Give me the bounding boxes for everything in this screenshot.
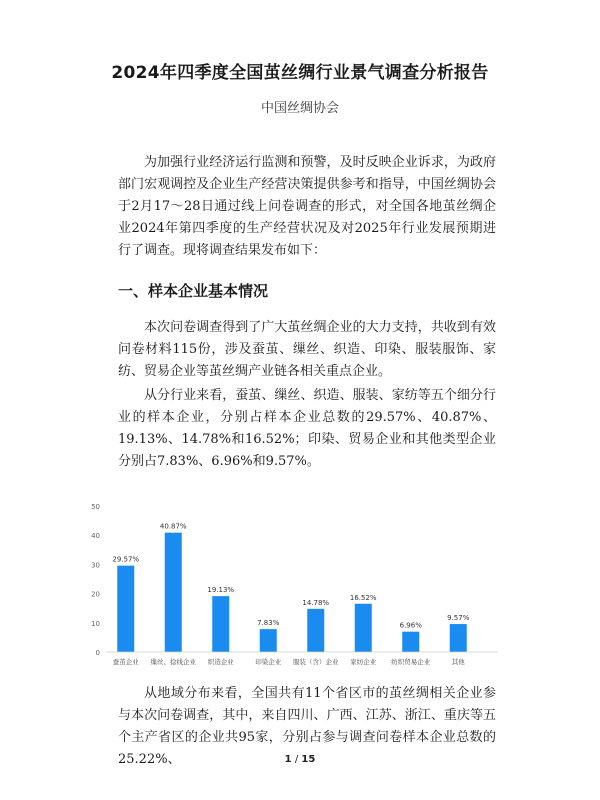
intro-paragraph: 为加强行业经济运行监测和预警，及时反映企业诉求，为政府部门宏观调控及企业生产经营决策提供参考和指导，中国丝绸协会于2月17～28日通过线上问卷调查的形式，对全国各地茧丝绸企业2024年第四季度的生产经营状况及对2025年行业发展预期进行了调查。现将调查结果发布如下： (118, 155, 496, 258)
bar-data-label: 16.52% (349, 593, 377, 602)
y-tick-label: 0 (95, 649, 100, 657)
x-tick-label: 家纺企业 (350, 658, 377, 666)
x-tick-label: 印染企业 (255, 658, 282, 666)
bar-data-label: 14.78% (302, 598, 330, 607)
document-organization: 中国丝绸协会 (260, 101, 339, 116)
bar-data-label: 40.87% (159, 522, 187, 531)
bar-data-label: 7.83% (257, 619, 280, 628)
current-page-number: 1 (284, 754, 292, 765)
section-paragraph-3: 从地域分布来看，全国共有11个省区市的茧丝绸相关企业参与本次问卷调查，其中，来自四川、广西、江苏、浙江、重庆等五个主产省区的企业共95家，分别占参与调查问卷样本企业总数的25.22%、 (118, 686, 496, 767)
bar (355, 604, 372, 652)
bar (212, 596, 229, 652)
bar-data-label: 9.57% (447, 614, 470, 623)
y-tick-label: 30 (91, 561, 100, 570)
y-tick-label: 10 (91, 619, 100, 628)
bar-data-label: 19.13% (207, 586, 235, 595)
bar (307, 609, 324, 652)
x-tick-label: 织造企业 (207, 658, 234, 666)
x-tick-label: 其他 (451, 658, 465, 666)
bar-data-label: 6.96% (399, 621, 422, 630)
y-tick-label: 20 (91, 590, 100, 599)
bar (402, 632, 419, 652)
bar-data-label: 29.57% (112, 555, 140, 564)
bar (260, 629, 277, 652)
section-heading: 一、样本企业基本情况 (118, 282, 269, 300)
document-title: 2024年四季度全国茧丝绸行业景气调查分析报告 (111, 63, 489, 83)
industry-share-bar-chart (88, 494, 508, 674)
x-tick-label: 服装（含）企业 (293, 658, 339, 666)
y-tick-label: 50 (91, 503, 100, 511)
x-tick-label: 缫丝、捻线企业 (150, 658, 196, 666)
page-separator: / (294, 754, 299, 765)
y-tick-label: 40 (91, 532, 100, 541)
bar-series (112, 523, 469, 652)
x-tick-label: 纺织贸易企业 (391, 658, 431, 666)
y-axis (91, 503, 100, 657)
bar (450, 624, 467, 652)
bar (165, 533, 182, 652)
total-page-count: 15 (301, 754, 316, 765)
section-paragraph-1: 本次问卷调查得到了广大茧丝绸企业的大力支持，共收到有效问卷材料115份，涉及蚕茧、缫丝、织造、印染、服装服饰、家纺、贸易企业等茧丝绸产业链各相关重点企业。 (118, 320, 496, 379)
x-tick-label: 蚕茧企业 (112, 658, 139, 666)
section-paragraph-2: 从分行业来看，蚕茧、缫丝、织造、服装、家纺等五个细分行业的样本企业，分别占样本企业总数的29.57%、40.87%、19.13%、14.78%和16.52%；印染、贸易企业和其他类型企业分别占7.83%、6.96%和9.57%。 (118, 388, 496, 469)
page-footer (0, 754, 600, 765)
bar (117, 566, 134, 652)
x-axis (106, 652, 498, 666)
